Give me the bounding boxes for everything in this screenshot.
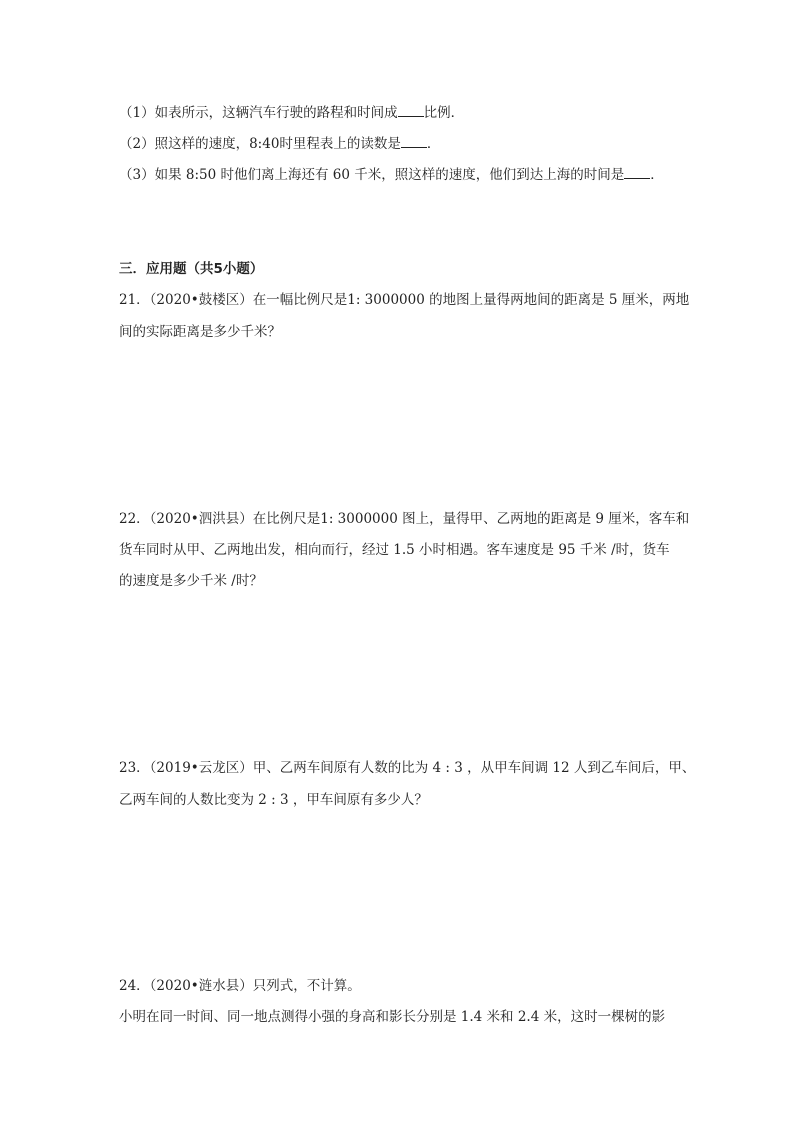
sub-question-text: ．: [426, 136, 441, 152]
problem-23-line-2: 乙两车间的人数比变为 2 : 3 ，甲车间原有多少人？: [119, 792, 428, 808]
problem-24-line-2: 小明在同一时间、同一地点测得小强的身高和影长分别是 1.4 米和 2.4 米，这时一棵树的影: [119, 1009, 666, 1025]
section-heading: 三．应用题（共5小题）: [119, 261, 264, 277]
sub-question-2: [119, 134, 440, 154]
answer-blank[interactable]: [624, 165, 650, 179]
sub-question-text: 比例．: [423, 105, 465, 121]
problem-23-line-1: 23．（2019•云龙区）甲、乙两车间原有人数的比为 4 : 3 ，从甲车间调 12 人到乙车间后，甲、: [119, 760, 696, 776]
sub-question-text: （2）照这样的速度，8:40时里程表上的读数是: [119, 136, 401, 152]
problem-24-line-1: 24．（2020•涟水县）只列式，不计算。: [119, 978, 361, 994]
answer-blank[interactable]: [398, 103, 424, 117]
answer-blank[interactable]: [401, 134, 427, 148]
problem-22-line-3: 的速度是多少千米 /时？: [119, 573, 263, 589]
problem-22-line-1: 22．（2020•泗洪县）在比例尺是1: 3000000 图上，量得甲、乙两地的距离是 9 厘米，客车和: [119, 511, 690, 527]
sub-question-text: ．: [650, 167, 664, 183]
problem-22-line-2: 货车同时从甲、乙两地出发，相向而行，经过 1.5 小时相遇。客车速度是 95 千米 /时，货车: [119, 542, 670, 558]
sub-question-text: （1）如表所示，这辆汽车行驶的路程和时间成: [119, 105, 398, 121]
problem-21-line-2: 间的实际距离是多少千米？: [119, 324, 281, 340]
sub-question-3: [119, 165, 664, 185]
sub-question-1: [119, 103, 464, 123]
sub-question-text: （3）如果 8:50 时他们离上海还有 60 千米，照这样的速度，他们到达上海的时间是: [119, 167, 625, 183]
problem-21-line-1: 21．（2020•鼓楼区）在一幅比例尺是1: 3000000 的地图上量得两地间的距离是 5 厘米，两地: [119, 292, 690, 308]
